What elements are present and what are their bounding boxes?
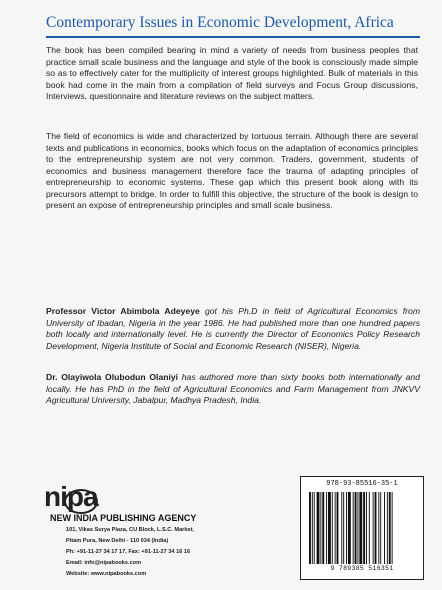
isbn-barcode (300, 476, 424, 580)
author-name-2: Dr. Olayiwola Olubodun Olaniyi (46, 372, 179, 382)
title-underline (46, 36, 420, 38)
barcode-bar (392, 492, 393, 564)
barcode-bar (369, 492, 370, 564)
publisher-address-line: Pitam Pura, New Delhi - 110 034 (India) (66, 538, 169, 544)
publisher-website: Website: www.nipabooks.com (66, 571, 147, 577)
author-bio-1 (46, 306, 420, 352)
barcode-bar (359, 492, 362, 564)
isbn-text-top: 978-93-85516-35-1 (326, 480, 398, 488)
publisher-logo-text: nipa (44, 481, 98, 512)
barcode-bar (314, 492, 315, 564)
barcode-bar (357, 492, 358, 564)
barcode-bar (320, 492, 321, 564)
barcode-bar (309, 492, 311, 564)
publisher-name: NEW INDIA PUBLISHING AGENCY (50, 513, 197, 523)
barcode-bar (353, 492, 354, 564)
description-paragraph-2: The field of economics is wide and characterized by tortuous terrain. Although there are several texts and publications in economics, books which focus on the adaptation of economics principles to the entrepreneurship system are not very common. Traders, government, students of economics and business management therefore face the trauma of adapting principles of entrepreneurship to economic systems. These gap which this present book along with its precursors attempt to bridge. In order to fulfill this objective, the structure of the book is design to present an expose of entrepreneurship principles and small scale business. (46, 131, 418, 210)
barcode-bar (348, 492, 351, 564)
barcode-bar (317, 492, 320, 564)
author-name-1: Professor Victor Abimbola Adeyeye (46, 306, 200, 316)
logo-ring-icon (64, 489, 98, 514)
barcode-bar (341, 492, 342, 564)
barcode-bar (337, 492, 339, 564)
description-paragraph-1: The book has been compiled bearing in mind a variety of needs from business peoples that practice small scale business and the language and style of the book is consciously made simple so as to effectively cater for the multiplicity of interest groups highlighted. Bulk of materials in this book had come in the main from a compilation of field surveys and Focus Group discussions, Interviews, questionnaire and literature reviews on the subject matters. (46, 45, 418, 101)
barcode-bar (322, 492, 324, 564)
barcode-bar (312, 492, 313, 564)
barcode-bar (375, 492, 377, 564)
barcode-bar (389, 492, 391, 564)
author-description-1: got his Ph.D in field of Agricultural Economics from University of Ibadan, Nigeria in the year 1986. He had published more than one hundred papers both locally and internationally level. He is currently the Director of Economics Policy Research Development, Nigeria Institute of Social and Economic Research (NISER), Nigeria. (46, 306, 420, 351)
barcode-bar (326, 492, 327, 564)
publisher-address-line: 101, Vikas Surya Plaza, CU Block, L.S.C. Market, (66, 527, 194, 533)
barcode-bar (355, 492, 357, 564)
barcode-bars-icon (309, 492, 415, 564)
book-title: Contemporary Issues in Economic Development, Africa (46, 14, 394, 31)
barcode-bar (384, 492, 385, 564)
barcode-bar (363, 492, 365, 564)
barcode-bar (335, 492, 336, 564)
barcode-bar (328, 492, 331, 564)
barcode-bar (332, 492, 333, 564)
barcode-bar (366, 492, 367, 564)
barcode-bar (378, 492, 379, 564)
publisher-phone: Ph: +91-11-27 34 17 17, Fax: +91-11-27 34 16 16 (66, 549, 191, 555)
barcode-bar (387, 492, 388, 564)
isbn-text-bottom: 9 789385 516351 (330, 565, 394, 572)
author-description-2: has authored more than sixty books both internationally and locally. He has PhD in the field of Agricultural Economics and Farm Management from JNKVV Agricultural University, Jabalpur, Madhya Pradesh, India. (46, 372, 420, 405)
barcode-bar (346, 492, 347, 564)
barcode-bar (343, 492, 344, 564)
publisher-email: Email: info@nipabooks.com (66, 560, 142, 566)
barcode-bar (380, 492, 381, 564)
barcode-bar (373, 492, 374, 564)
author-bio-2 (46, 372, 420, 407)
publisher-logo (44, 482, 102, 512)
